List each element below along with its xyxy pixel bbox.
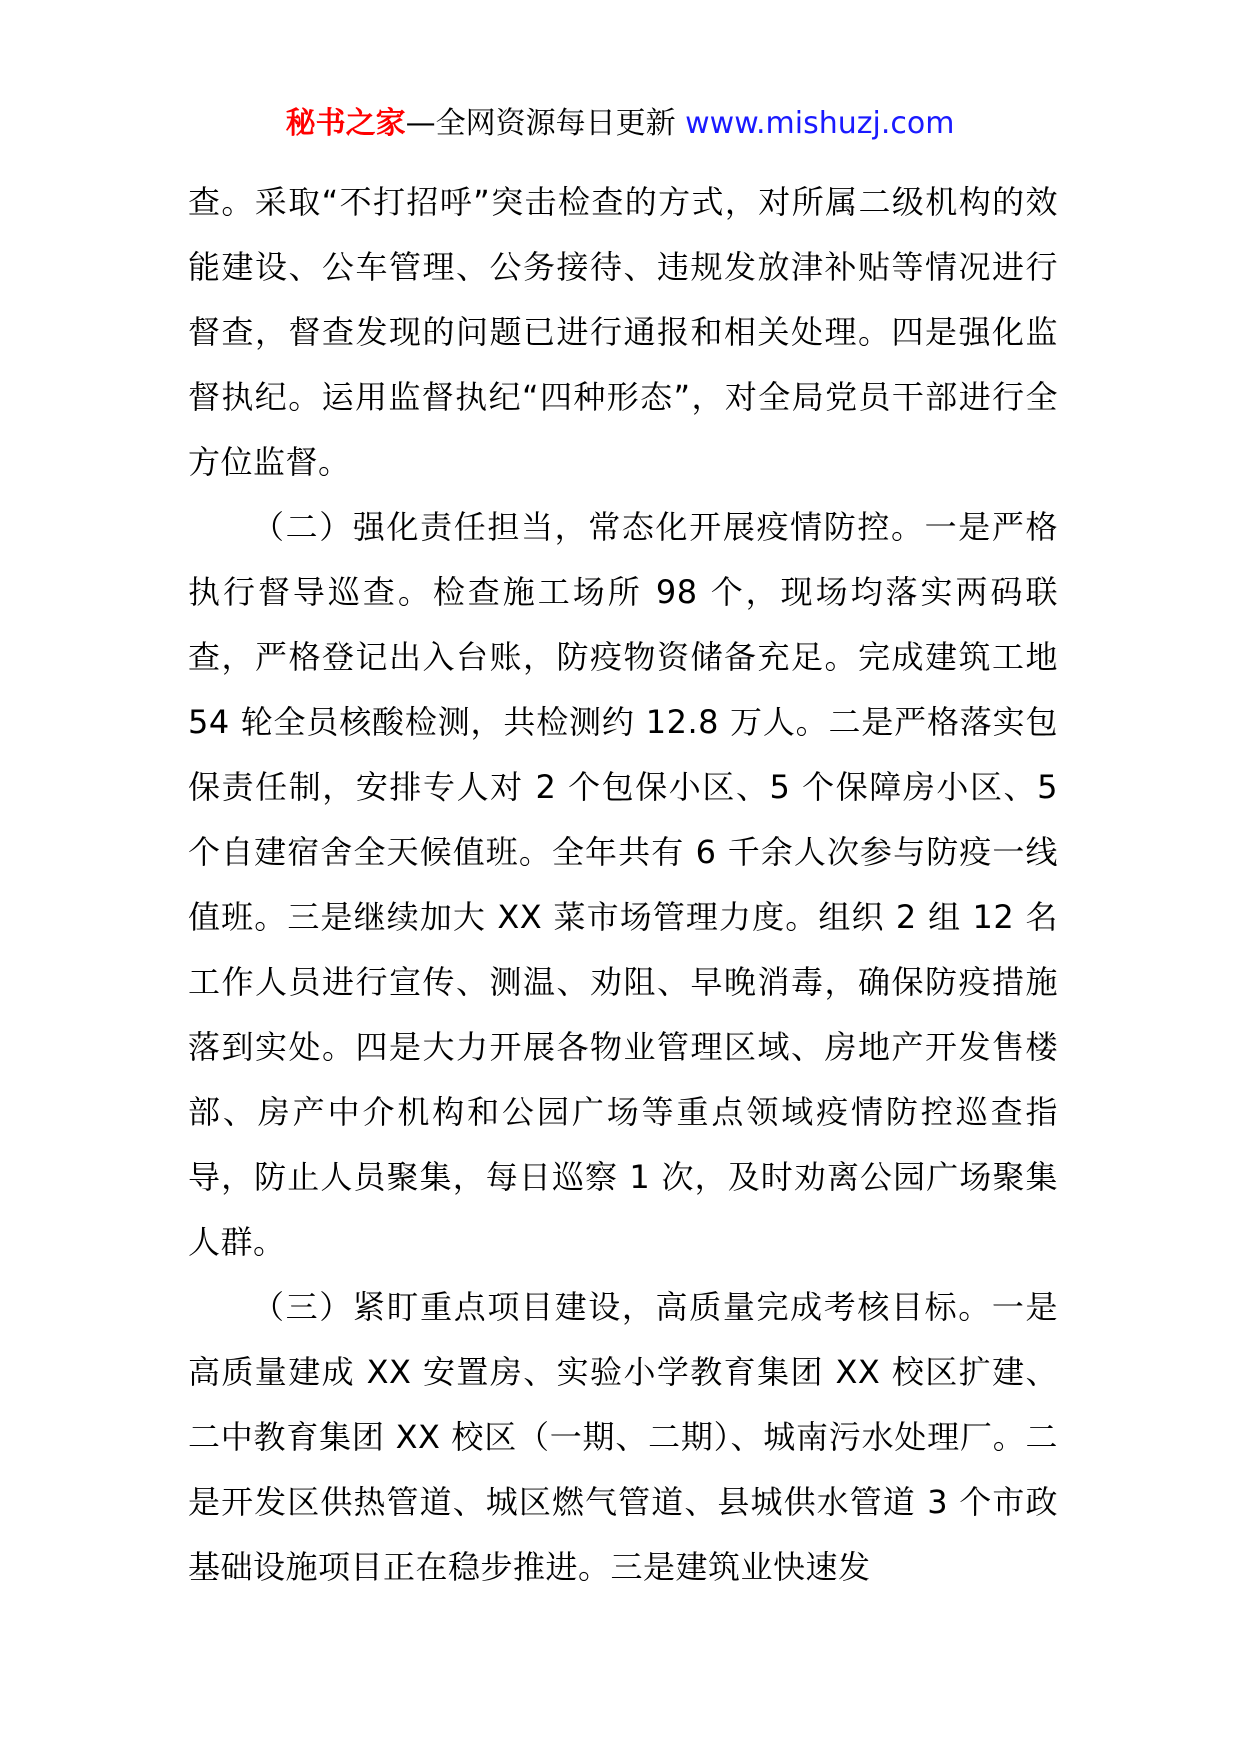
paragraph-section-2: （二）强化责任担当，常态化开展疫情防控。一是严格执行督导巡查。检查施工场所 98 个，现场均落实两码联查，严格登记出入台账，防疫物资储备充足。完成建筑工地 54 轮全员核酸检测，共检测约 12.8 万人。二是严格落实包保责任制，安排专人对 2 个包保小区、5 个保障房小区、5 个自建宿舍全天候值班。全年共有 6 千余人次参与防疫一线值班。三是继续加大 XX 菜市场管理力度。组织 2 组 12 名工作人员进行宣传、测温、劝阻、早晚消毒，确保防疫措施落到实处。四是大力开展各物业管理区域、房地产开发售楼部、房产中介机构和公园广场等重点领域疫情防控巡查指导，防止人员聚集，每日巡察 1 次，及时劝离公园广场聚集人群。 bbox=[188, 508, 1058, 1261]
header-tagline: —全网资源每日更新 bbox=[405, 106, 676, 141]
header-site-link[interactable]: www.mishuzj.com bbox=[685, 106, 955, 141]
header-brand: 秘书之家 bbox=[285, 106, 406, 141]
page-header bbox=[0, 104, 1240, 144]
document-body bbox=[188, 170, 1058, 1600]
paragraph-continuation: 查。采取“不打招呼”突击检查的方式，对所属二级机构的效能建设、公车管理、公务接待、违规发放津补贴等情况进行督查，督查发现的问题已进行通报和相关处理。四是强化监督执纪。运用监督执纪“四种形态”，对全局党员干部进行全方位监督。 bbox=[188, 183, 1058, 481]
paragraph-section-3: （三）紧盯重点项目建设，高质量完成考核目标。一是高质量建成 XX 安置房、实验小学教育集团 XX 校区扩建、二中教育集团 XX 校区（一期、二期）、城南污水处理厂。二是开发区供热管道、城区燃气管道、县城供水管道 3 个市政基础设施项目正在稳步推进。三是建筑业快速发 bbox=[188, 1288, 1058, 1586]
